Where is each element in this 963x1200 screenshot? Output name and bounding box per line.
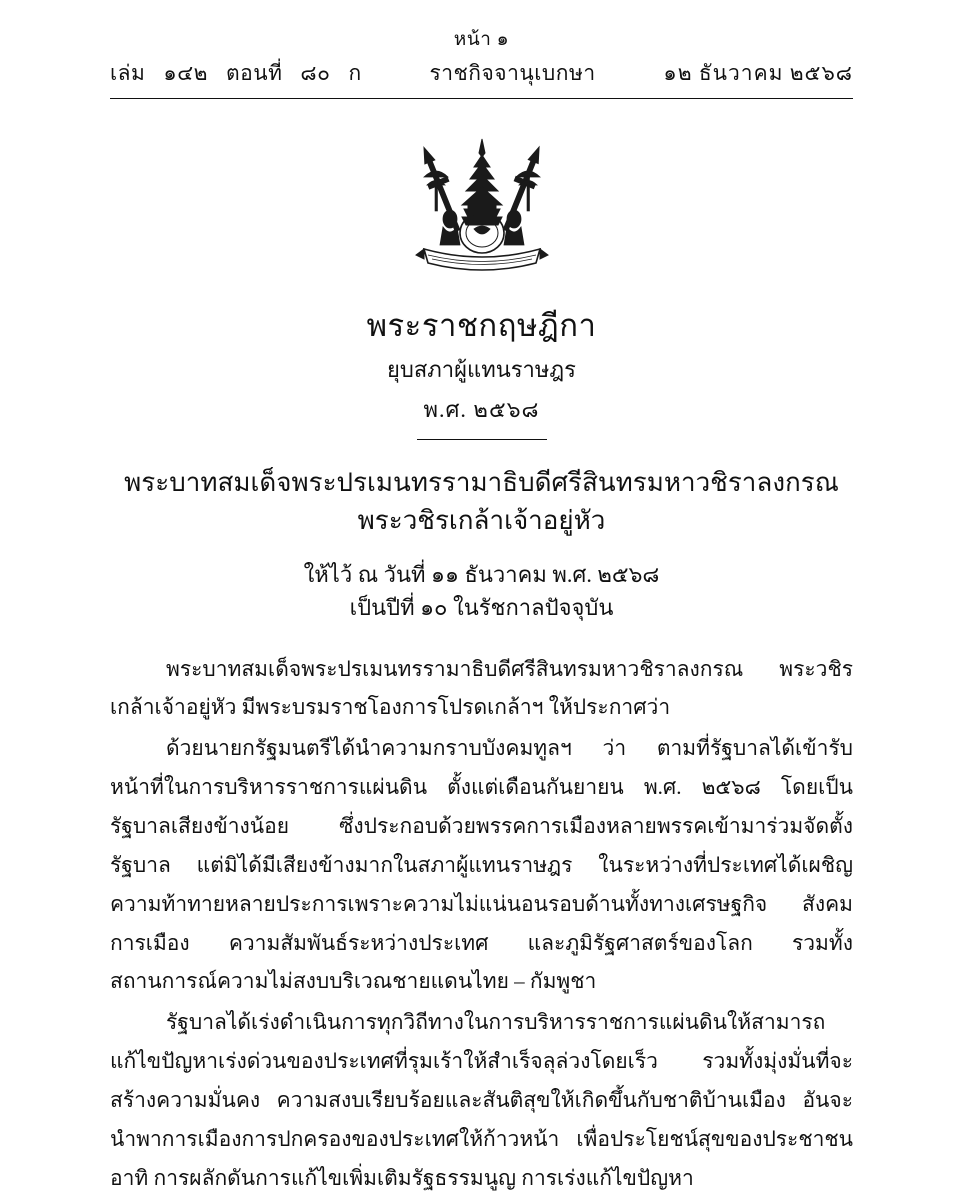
header-row <box>110 57 853 90</box>
header-divider <box>110 98 853 99</box>
section-label: ตอนที่ <box>225 60 283 85</box>
publication-date: ๑๒ ธันวาคม ๒๕๖๘ <box>663 60 853 85</box>
page-number: หน้า ๑ <box>453 29 510 50</box>
dateline-reign-year: เป็นปีที่ ๑๐ ในรัชกาลปัจจุบัน <box>349 594 614 620</box>
gazette-name: ราชกิจจานุเบกษา <box>429 60 596 85</box>
volume-number: ๑๔๒ <box>163 60 208 85</box>
dateline <box>110 558 853 624</box>
header-volume-info <box>110 57 362 90</box>
body-paragraph: รัฐบาลได้เร่งดำเนินการทุกวิถีทางในการบริหารราชการแผ่นดินให้สามารถแก้ไขปัญหาเร่งด่วนของประเทศที่รุมเร้าให้สำเร็จลุล่วงโดยเร็ว รวมทั้งมุ่งมั่นที่จะสร้างความมั่นคง ความสงบเรียบร้อยและสันติสุขให้เกิดขึ้นกับชาติบ้านเมือง อันจะนำพาการเมืองการปกครองของประเทศให้ก้าวหน้า เพื่อประโยชน์สุขของประชาชน อาทิ การผลักดันการแก้ไขเพิ่มเติมรัฐธรรมนูญ การเร่งแก้ไขปัญหา <box>110 1010 853 1190</box>
document-subtitle: ยุบสภาผู้แทนราษฎร <box>386 356 576 382</box>
body-paragraph: พระบาทสมเด็จพระปรเมนทรรามาธิบดีศรีสินทรมหาวชิราลงกรณ พระวชิรเกล้าเจ้าอยู่หัว มีพระบรมราชโองการโปรดเกล้าฯ ให้ประกาศว่า <box>110 656 853 720</box>
monarch-name-line-2: พระวชิรเกล้าเจ้าอยู่หัว <box>357 505 606 535</box>
title-divider <box>417 439 547 440</box>
class-letter: ก <box>348 60 362 85</box>
body-paragraph: ด้วยนายกรัฐมนตรีได้นำความกราบบังคมทูลฯ ว่า ตามที่รัฐบาลได้เข้ารับหน้าที่ในการบริหารราชการแผ่นดิน ตั้งแต่เดือนกันยายน พ.ศ. ๒๕๖๘ โดยเป็นรัฐบาลเสียงข้างน้อย ซึ่งประกอบด้วยพรรคการเมืองหลายพรรคเข้ามาร่วมจัดตั้งรัฐบาล แต่มิได้มีเสียงข้างมากในสภาผู้แทนราษฎร ในระหว่างที่ประเทศได้เผชิญความท้าทายหลายประการเพราะความไม่แน่นอนรอบด้านทั้งทางเศรษฐกิจ สังคม การเมือง ความสัมพันธ์ระหว่างประเทศ และภูมิรัฐศาสตร์ของโลก รวมทั้งสถานการณ์ความไม่สงบบริเวณชายแดนไทย – กัมพูชา <box>110 736 853 994</box>
garuda-royal-emblem-icon <box>382 133 582 286</box>
page-header <box>110 0 853 99</box>
section-number: ๘๐ <box>300 60 331 85</box>
emblem-container <box>110 133 853 283</box>
monarch-name <box>110 464 853 539</box>
title-block <box>110 305 853 441</box>
document-body <box>110 650 853 1198</box>
document-year: พ.ศ. ๒๕๖๘ <box>423 397 540 423</box>
document-title: พระราชกฤษฎีกา <box>366 307 597 343</box>
monarch-name-line-1: พระบาทสมเด็จพระปรเมนทรรามาธิบดีศรีสินทรมหาวชิราลงกรณ <box>124 468 839 498</box>
volume-label: เล่ม <box>110 60 146 85</box>
dateline-given-on: ให้ไว้ ณ วันที่ ๑๑ ธันวาคม พ.ศ. ๒๕๖๘ <box>303 561 660 587</box>
